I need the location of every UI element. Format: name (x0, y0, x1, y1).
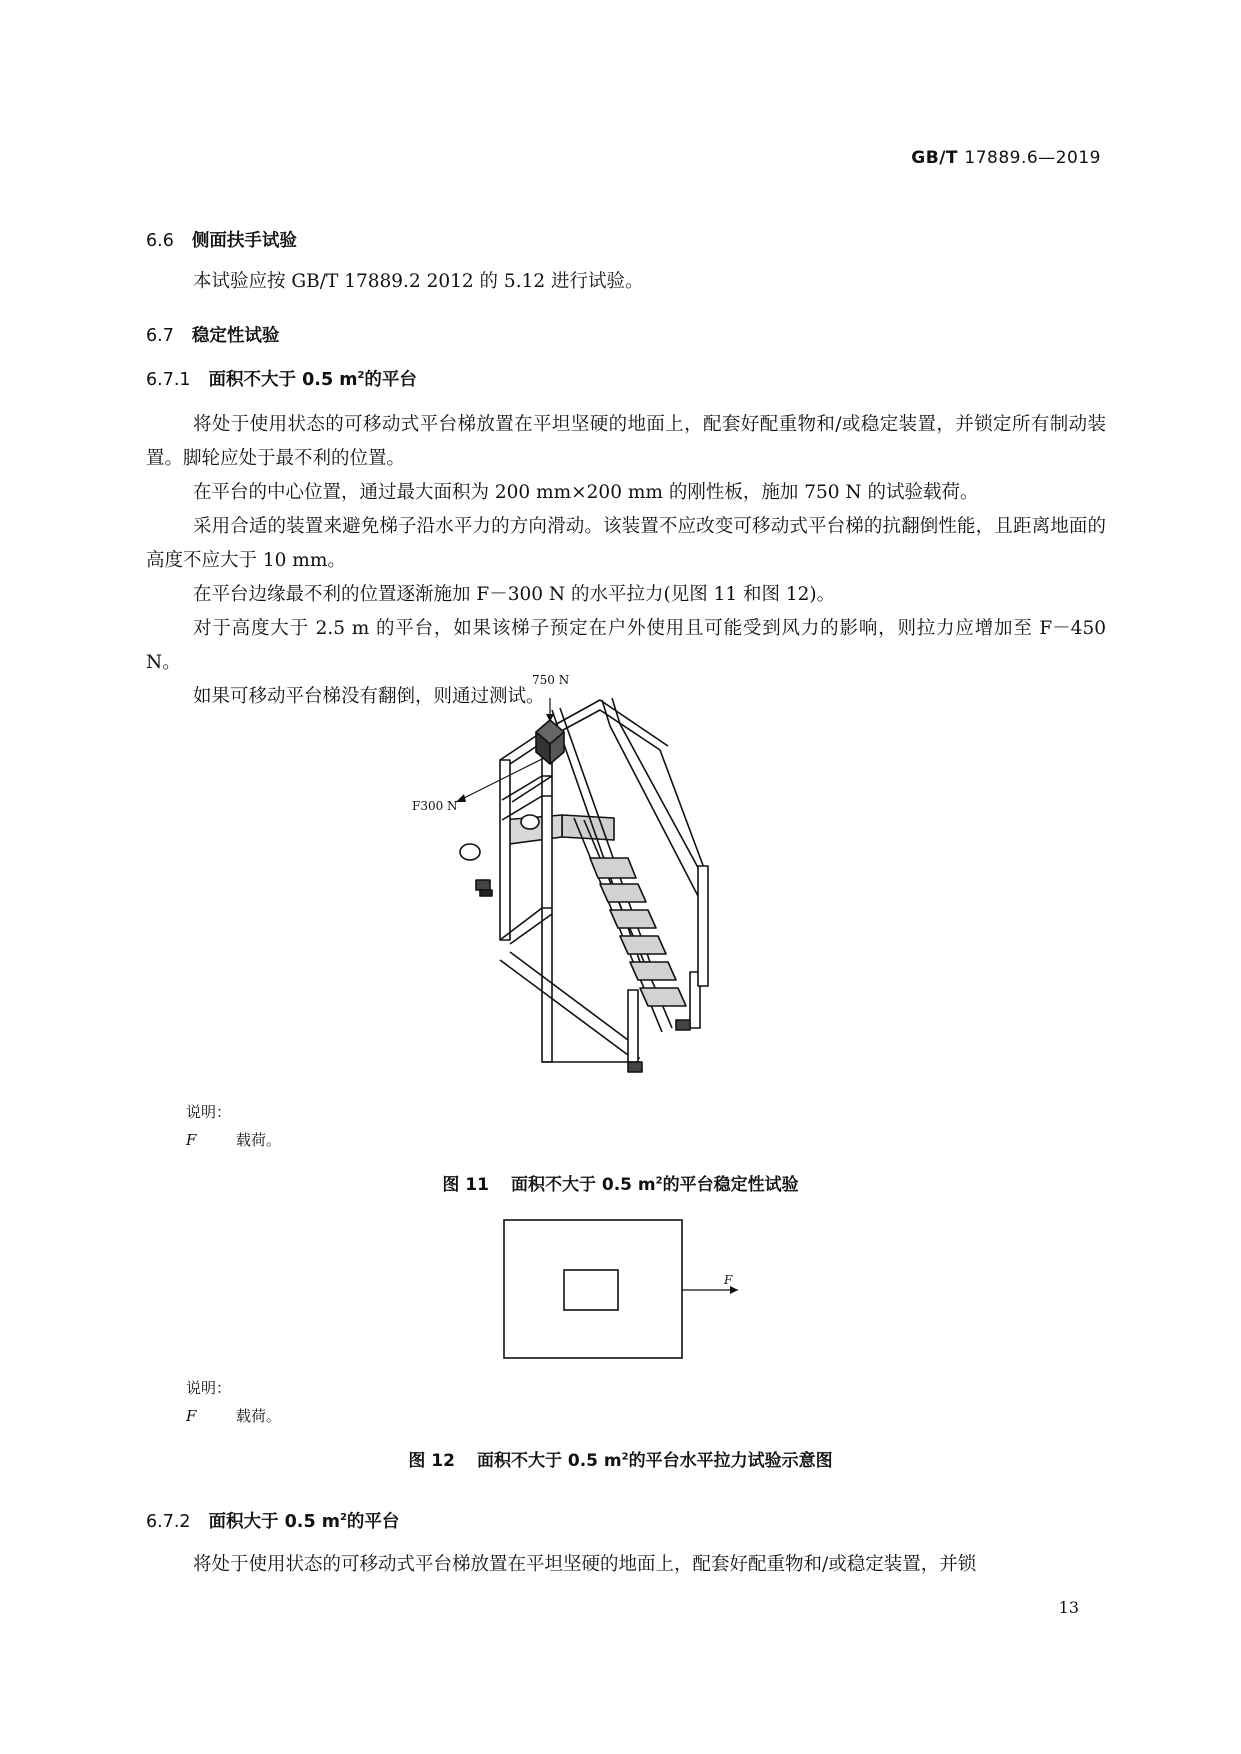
paragraph-6-7-1-b: 在平台的中心位置，通过最大面积为 200 mm×200 mm 的刚性板，施加 750 N 的试验载荷。 (193, 482, 979, 503)
figure-11-ladder-drawing (412, 673, 820, 1100)
standard-prefix: GB/T (911, 148, 958, 168)
figure-12-schematic (500, 1216, 760, 1364)
heading-6-7: 6.7 稳定性试验 (146, 326, 280, 346)
figure-12-note: 说明： F 载荷。 (186, 1379, 282, 1425)
paragraph-6-7-1-e: 对于高度大于 2.5 m 的平台，如果该梯子预定在户外使用且可能受到风力的影响，则拉力应增加至 F－450 N。 (146, 618, 1106, 673)
paragraph-6-7-1-d: 在平台边缘最不利的位置逐渐施加 F－300 N 的水平拉力(见图 11 和图 12)。 (193, 584, 836, 605)
paragraph-6-7-1-c: 采用合适的装置来避免梯子沿水平力的方向滑动。该装置不应改变可移动式平台梯的抗翻倒性能，且距离地面的高度不应大于 10 mm。 (146, 516, 1106, 571)
paragraph-6-7-1-a: 将处于使用状态的可移动式平台梯放置在平坦坚硬的地面上，配套好配重物和/或稳定装置，并锁定所有制动装置。脚轮应处于最不利的位置。 (146, 414, 1106, 469)
force-label: F300 N (412, 799, 458, 813)
standard-code (911, 148, 1101, 168)
standard-number: 17889.6—2019 (964, 148, 1101, 168)
paragraph-6-6: 本试验应按 GB/T 17889.2 2012 的 5.12 进行试验。 (193, 271, 644, 292)
heading-6-7-2: 6.7.2 面积大于 0.5 $m^2$的平台 (146, 1512, 400, 1532)
figure-12-caption: 图 12 面积不大于 0.5 $m^2$的平台水平拉力试验示意图 (408, 1451, 833, 1471)
paragraph-6-7-2: 将处于使用状态的可移动式平台梯放置在平坦坚硬的地面上，配套好配重物和/或稳定装置，并锁 (193, 1554, 977, 1575)
page-number: 13 (1058, 1598, 1079, 1617)
force-label: F (724, 1273, 733, 1287)
paragraph-6-7-1-f: 如果可移动平台梯没有翻倒，则通过测试。 (193, 686, 545, 707)
foot-pad (628, 1062, 642, 1072)
figure-11-caption: 图 11 面积不大于 0.5 $m^2$的平台稳定性试验 (442, 1175, 799, 1195)
figure-11-note: 说明： F 载荷。 (186, 1103, 282, 1149)
load-area (564, 1270, 618, 1310)
heading-6-7-1: 6.7.1 面积不大于 0.5 $m^2$的平台 (146, 370, 417, 390)
heading-6-6: 6.6 侧面扶手试验 (146, 231, 297, 251)
load-label: 750 N (532, 673, 570, 687)
